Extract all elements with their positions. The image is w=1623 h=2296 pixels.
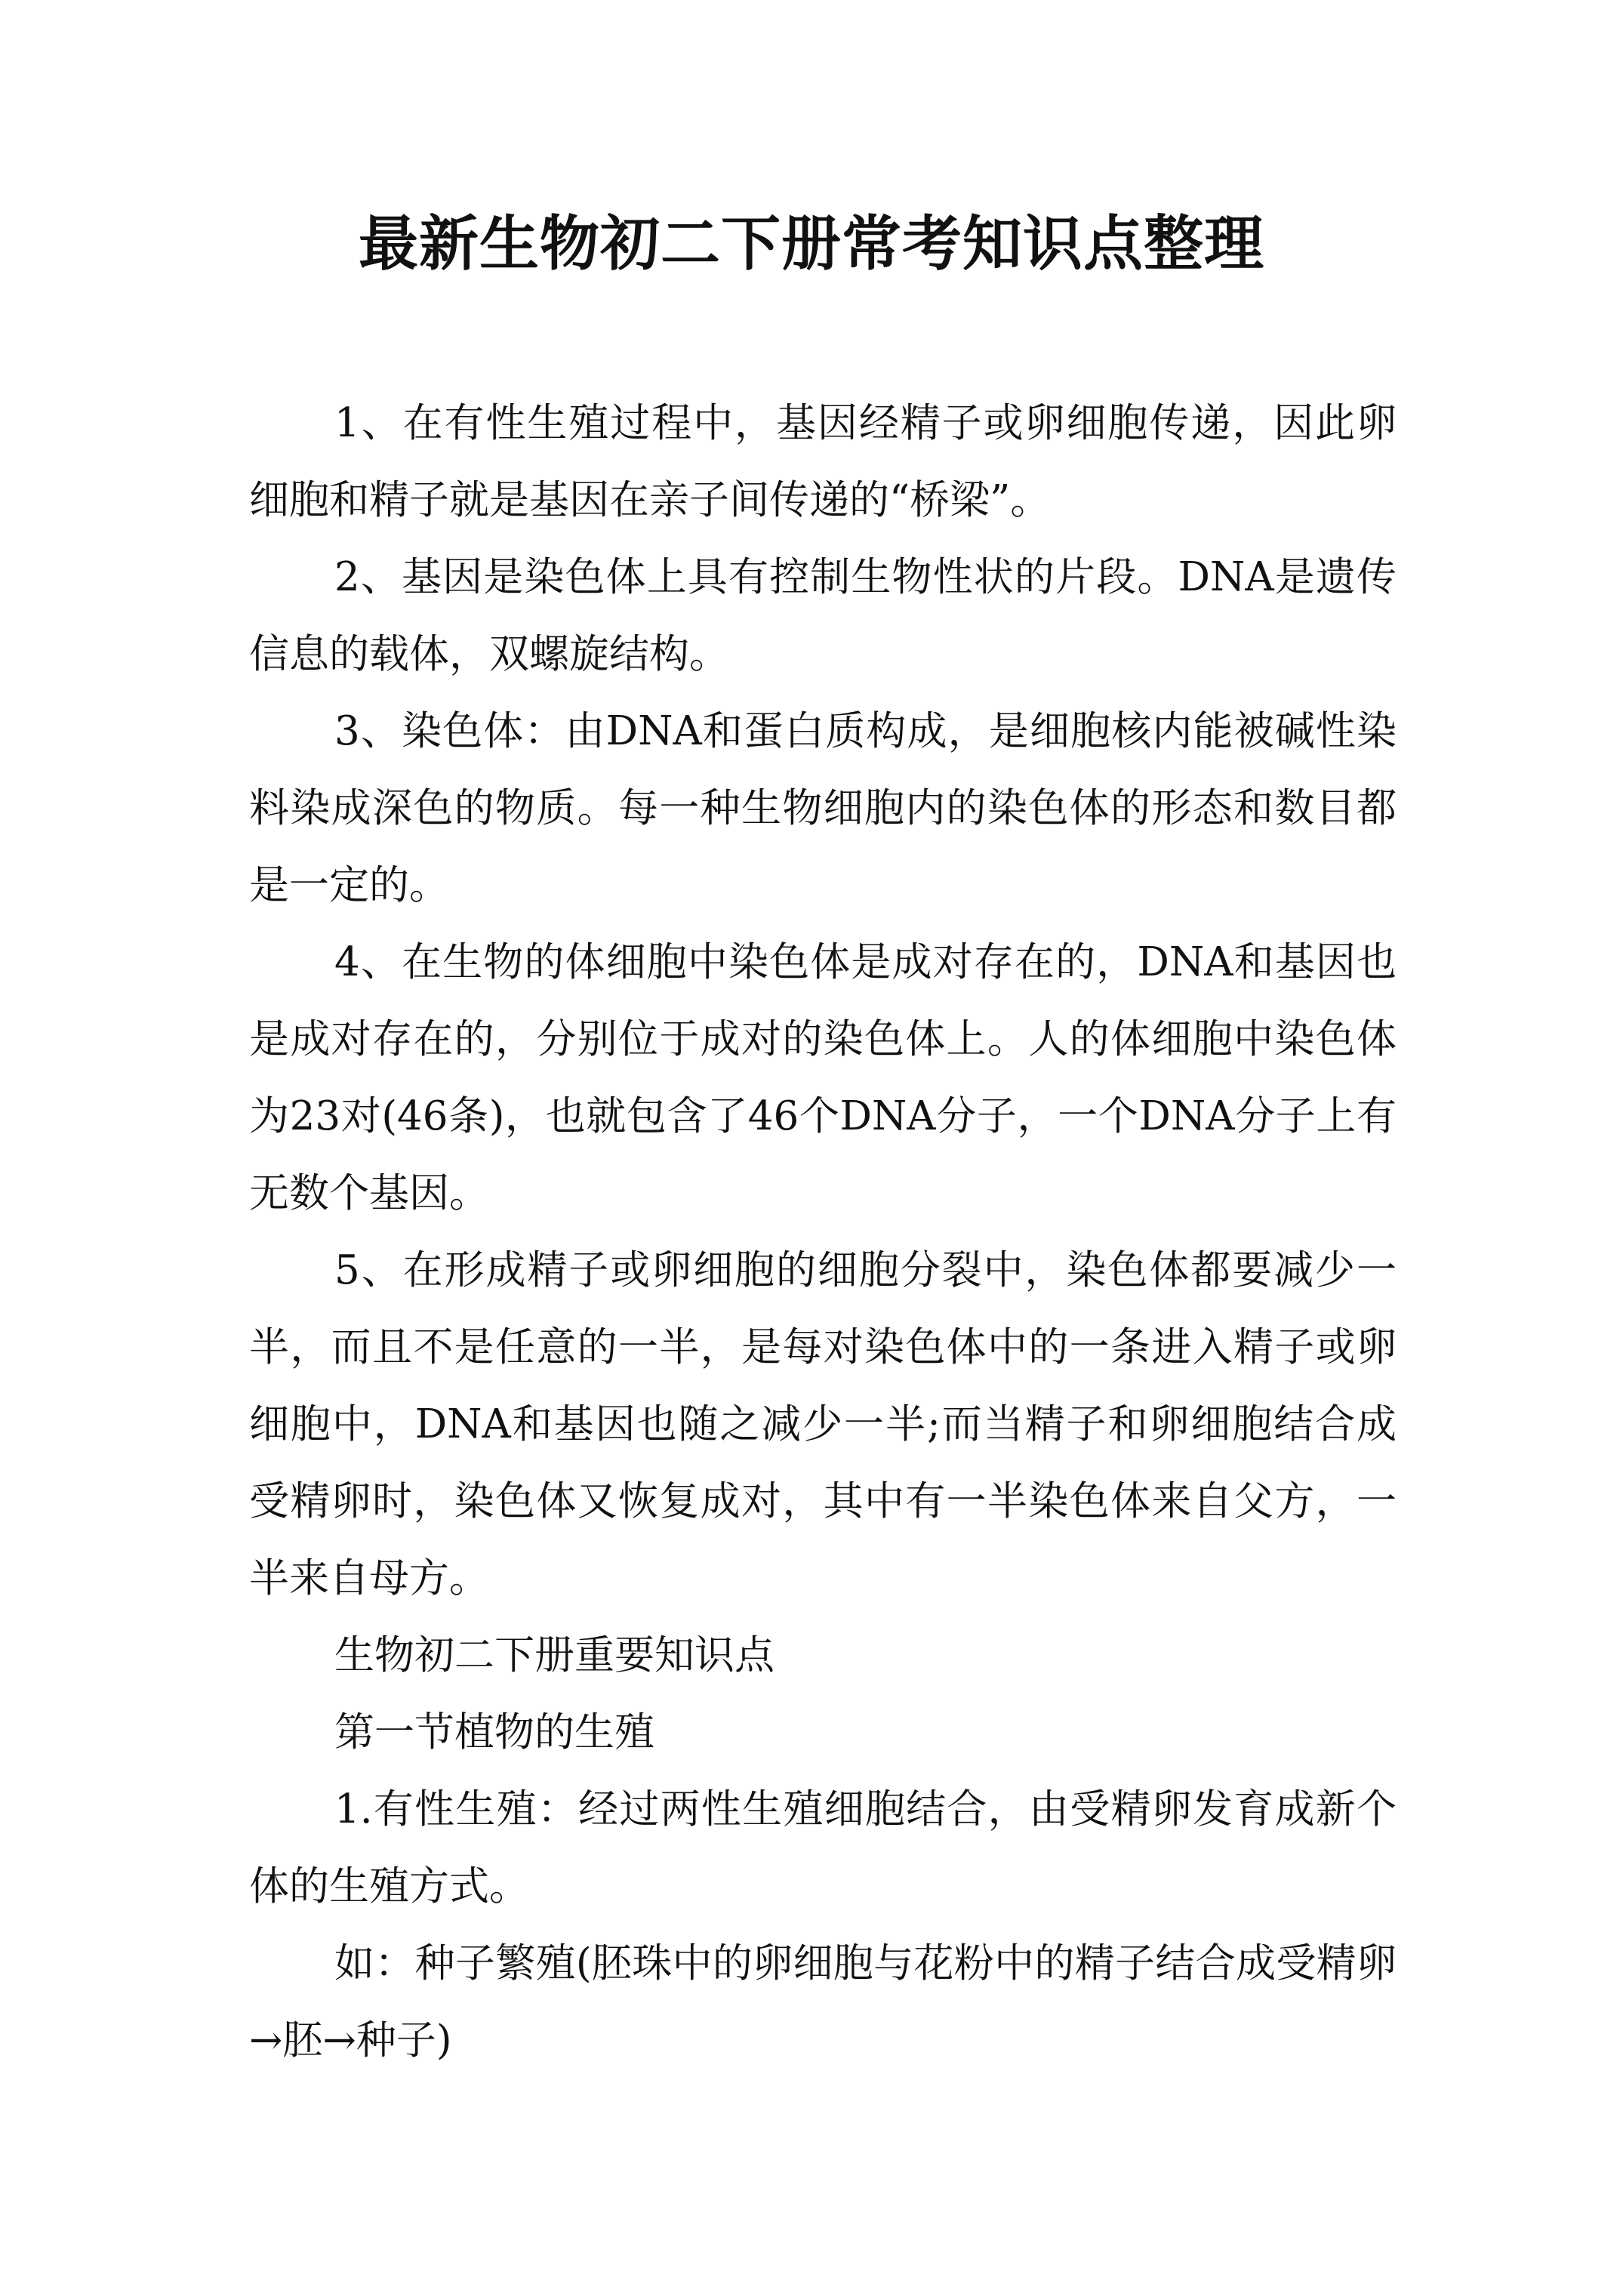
page-title: 最新生物初二下册常考知识点整理 [359,208,1264,279]
paragraph-example: 如：种子繁殖(胚珠中的卵细胞与花粉中的精子结合成受精卵→胚→种子) [249,1940,1397,2063]
document-body [249,385,1397,2079]
paragraph-5: 5、在形成精子或卵细胞的细胞分裂中，染色体都要减少一半，而且不是任意的一半，是每对染色体中的一条进入精子或卵细胞中，DNA和基因也随之减少一半;而当精子和卵细胞结合成受精卵时，染色体又恢复成对，其中有一半染色体来自父方，一半来自母方。 [249,1247,1397,1601]
subsection-heading: 第一节植物的生殖 [334,1709,654,1755]
paragraph-definition: 1.有性生殖：经过两性生殖细胞结合，由受精卵发育成新个体的生殖方式。 [249,1786,1397,1909]
paragraph-4: 4、在生物的体细胞中染色体是成对存在的，DNA和基因也是成对存在的，分别位于成对的染色体上。人的体细胞中染色体为23对(46条)，也就包含了46个DNA分子，一个DNA分子上有无数个基因。 [249,939,1397,1216]
paragraph-1: 1、在有性生殖过程中，基因经精子或卵细胞传递，因此卵细胞和精子就是基因在亲子间传递的“桥梁”。 [249,400,1397,523]
paragraph-2: 2、基因是染色体上具有控制生物性状的片段。DNA是遗传信息的载体，双螺旋结构。 [249,554,1397,677]
section-heading: 生物初二下册重要知识点 [334,1632,775,1678]
paragraph-3: 3、染色体：由DNA和蛋白质构成，是细胞核内能被碱性染料染成深色的物质。每一种生物细胞内的染色体的形态和数目都是一定的。 [249,708,1397,908]
